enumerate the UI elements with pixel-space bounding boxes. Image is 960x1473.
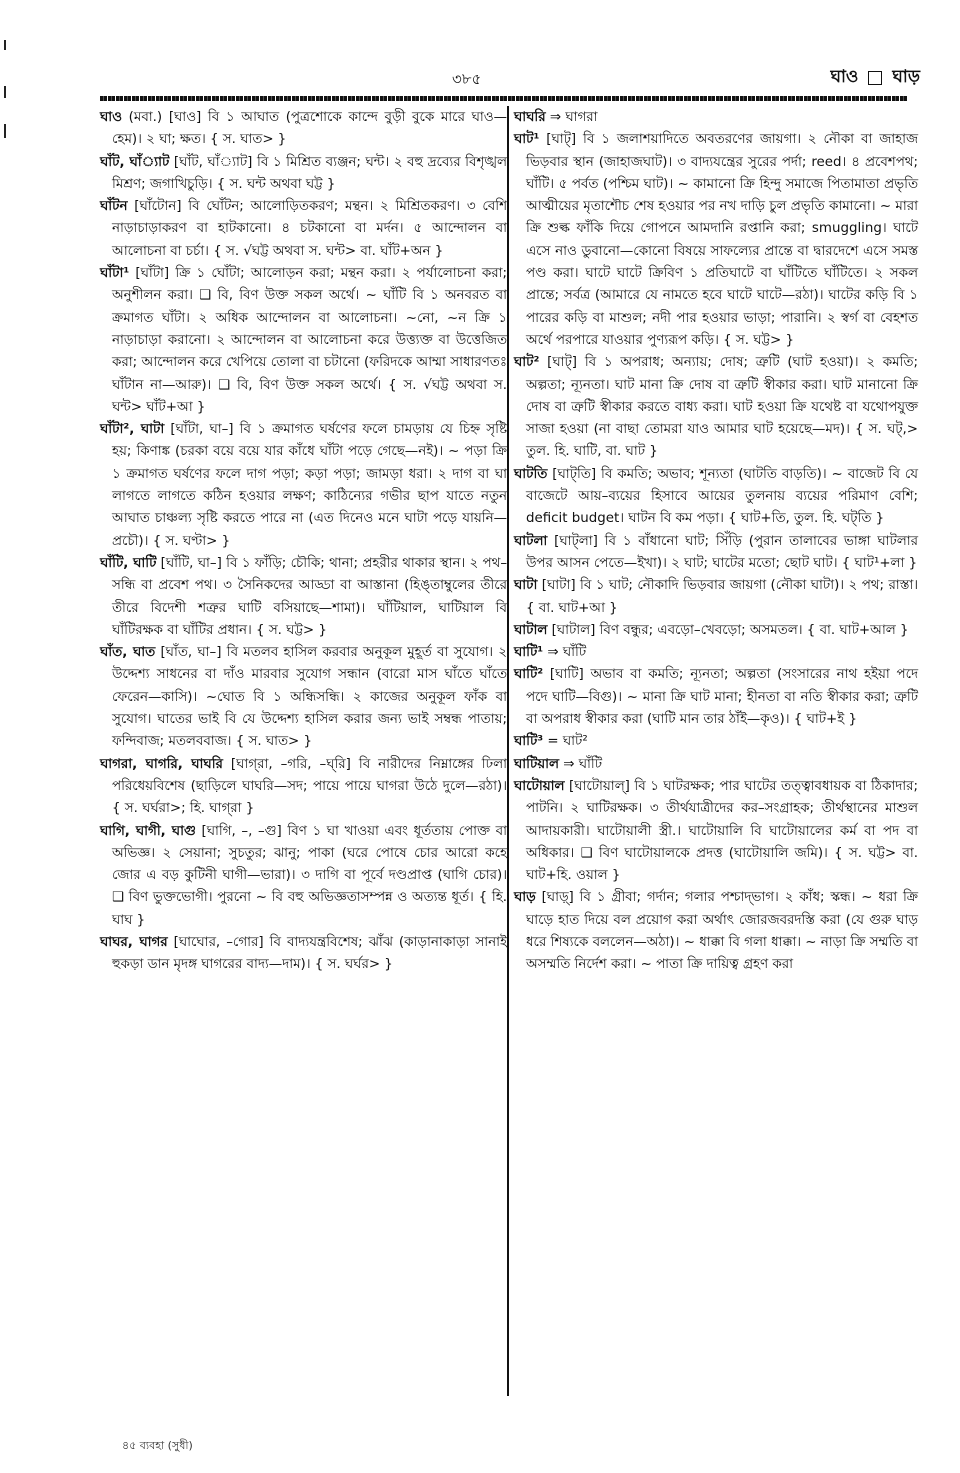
entry-headword: ঘাট² <box>514 355 540 371</box>
dictionary-entry <box>514 642 918 664</box>
entry-headword: ঘাট¹ <box>514 132 540 148</box>
entry-definition: [ঘাট্‌তি] বি কমতি; অভাব; শূন্যতা (ঘাটতি বাড়তি)। ~ বাজেট বি যে বাজেটে আয়–ব্যয়ের হিসাবে আয়ের তুলনায় ব্যয়ের পরিমাণ বেশি; deficit budget। ঘাটন বি কম পড়া। { ঘাট+তি, তুল. হি. ঘট্‌তি } <box>526 466 918 527</box>
dictionary-entry <box>514 887 918 976</box>
entry-definition: [ঘাগ্‌রা, –গরি, –ঘ্‌রি] বি নারীদের নিম্নাঙ্গের ঢিলা পরিধেয়বিশেষ (ছাড়িলে ঘাঘরি—সদ; পায়ে পায়ে ঘাগরা উঠে দুলে—রঠা)। { স. ঘর্ঘরা>; হি. ঘাগ্‌রা } <box>112 756 507 817</box>
entry-headword: ঘাঘরি <box>514 110 546 125</box>
entry-definition: [ঘাট্] বি ১ জলাশয়াদিতে অবতরণের জায়গা। ২ নৌকা বা জাহাজ ভিড়বার স্থান (জাহাজঘাট)। ৩ বাদ্যযন্ত্রের সুরের পর্দা; reed। ৪ প্রবেশপথ; ঘাঁটি। ৫ পর্বত (পশ্চিম ঘাট)। ~ কামানো ক্রি হিন্দু সমাজে পিতামাতা প্রভৃতি আত্মীয়ের মৃতাশৌচ শেষ হওয়ার পর নখ দাড়ি চুল প্রভৃতি কামানো। ~ মারা ক্রি শুল্ক ফাঁকি দিয়ে গোপনে আমদানি রপ্তানি করা; smuggling। ঘাটে এসে নাও ডুবানো—কোনো বিষয়ে সাফল্যের প্রান্তে বা দ্বারদেশে এসে সমস্ত পণ্ড করা। ঘাটে ঘাটে ক্রিবিণ ১ প্রতিঘাটে বা ঘাঁটিতে ঘাঁটিতে। ২ সকল প্রান্তে; সর্বত্র (আমারে যে নামতে হবে ঘাটে ঘাটে—রঠা)। ঘাটের কড়ি বি ১ পারের কড়ি বা মাশুল; নদী পার হওয়ার ভাড়া; পারানি। ২ স্বর্গ বা বেহশত অর্থে পরপারে যাওয়ার পুণ্যরূপ কড়ি। { স. ঘট্ট> } <box>526 132 918 348</box>
right-column <box>514 107 918 977</box>
dictionary-entry <box>514 754 918 776</box>
entry-headword: ঘাঁটি, ঘাটি <box>100 555 157 571</box>
entry-headword: ঘাও <box>100 110 123 125</box>
entry-definition: [ঘাট্] বি ১ অপরাধ; অন্যায়; দোষ; ত্রুটি (ঘাট হওয়া)। ২ কমতি; অল্পতা; ন্যূনতা। ঘাট মানা ক্রি দোষ বা ত্রুটি স্বীকার করা। ঘাট মানানো ক্রি দোষ বা ত্রুটি স্বীকার করতে বাধ্য করা। ঘাট হওয়া ক্রি যথেষ্ট বা যথোপযুক্ত সাজা হওয়া (না বাছা তোমরা যাও আমার ঘাট হয়েছে—মদ)। { স. ঘট্‌,> তুল. হি. ঘাটি, বা. ঘাট } <box>526 355 918 460</box>
dictionary-entry <box>100 196 507 263</box>
entry-definition: [ঘাট্‌লা] বি ১ বাঁধানো ঘাট; সিঁড়ি (পুরান তালাবের ভাঙ্গা ঘাটলার উপর আসন পেতে—ইখা)। ২ ঘাট; ঘাটের মতো; ছোট ঘাট। { ঘাট¹+লা } <box>526 533 918 571</box>
dictionary-entry <box>514 531 918 576</box>
entry-definition: [ঘাঘোর, –গোর] বি বাদ্যযন্ত্রবিশেষ; ঝাঁঝ (কাড়ানাকাড়া সানাই হুকড়া ডান মৃদঙ্গ ঘাগরের বাদ্য—দাম)। { স. ঘর্ঘর> } <box>112 934 508 973</box>
entry-definition: [ঘাটাল] বিণ বন্ধুর; এবড়ো–খেবড়ো; অসমতল। { বা. ঘাট+আল } <box>547 622 909 638</box>
dictionary-entry <box>100 754 507 821</box>
printer-signature: ৪৫ ব্যবহা (সুধী) <box>122 1439 193 1452</box>
left-column <box>100 107 507 977</box>
dictionary-entry <box>100 152 507 197</box>
entry-headword: ঘাটিয়াল <box>514 756 560 772</box>
entry-headword: ঘাটতি <box>514 466 548 482</box>
dictionary-entry <box>514 731 918 753</box>
entry-definition: [ঘাটি] অভাব বা কমতি; ন্যূনতা; অল্পতা (সংসারের নাথ হইয়া পদে পদে ঘাটি—বিগু)। ~ মানা ক্রি ঘাট মানা; হীনতা বা নতি স্বীকার করা; ত্রুটি বা অপরাধ স্বীকার করা (ঘাটি মান তার ঠাঁই—কৃও)। { ঘাট+ই } <box>526 667 918 728</box>
entry-headword: ঘাটোয়াল <box>514 778 565 794</box>
entry-headword: ঘাটি³ <box>514 734 544 750</box>
entry-definition: [ঘাটা] বি ১ ঘাট; নৌকাদি ভিড়বার জায়গা (নৌকা ঘাটা)। ২ পথ; রাস্তা। { বা. ঘাট+আ } <box>526 578 918 616</box>
dictionary-entry <box>514 107 918 129</box>
entry-headword: ঘাড় <box>514 890 536 906</box>
header-rule <box>100 96 908 101</box>
dictionary-entry <box>100 107 507 152</box>
entry-headword: ঘাঁটা², ঘাটা <box>100 422 165 438</box>
guide-words <box>830 64 920 92</box>
entry-headword: ঘাটি¹ <box>514 645 544 661</box>
dictionary-entry <box>100 932 507 977</box>
entry-definition: [ঘাগি, –, –গু] বিণ ১ ঘা খাওয়া এবং ধূর্ততায় পোক্ত বা অভিজ্ঞ। ২ সেয়ানা; সুচতুর; ঝানু; পাকা (ঘরে পোষে চোর আরো কহে জোর এ বড় কুটিনী ঘাগী—ভারা)। ৩ দাগি বা পূর্বে দণ্ডপ্রাপ্ত (ঘাগি চোর)। ❑ বিণ ভুক্তভোগী। পুরনো ~ বি বহু অভিজ্ঞতাসম্পন্ন ও অত্যন্ত ধূর্ত। { হি. ঘাঘ } <box>112 823 507 928</box>
dictionary-entry <box>514 464 918 531</box>
binding-mark <box>4 86 6 98</box>
dictionary-entry <box>514 776 918 887</box>
entry-definition: [ঘাঁটোন] বি ঘোঁটন; আলোড়িতকরণ; মন্থন। ২ মিশ্রিতকরণ। ৩ বেশি নাড়াচাড়াকরণ বা হাটকানো। ৪ চটকানো বা মর্দন। ৫ আন্দোলন বা আলোচনা বা চর্চা। { স. √ঘট্ট অথবা স. ঘন্ট> বা. ঘাঁট+অন } <box>112 199 507 259</box>
entry-headword: ঘাঁটা¹ <box>100 266 130 282</box>
entry-definition: [ঘাঁত, ঘা–] বি মতলব হাসিল করবার অনুকূল মুহূর্ত বা সুযোগ। ২ উদ্দেশ্য সাধনের বা দাঁও মারবার সুযোগ সন্ধান (বারো মাস ঘাঁতে ঘাঁতে ফেরেন—কাসি)। ~ঘোত বি ১ অন্ধিসন্ধি। ২ কাজের অনুকূল ফাঁক বা সুযোগ। ঘাতের ভাই বি যে উদ্দেশ্য হাসিল করার জন্য ভাই সম্বন্ধ পাতায়; ফন্দিবাজ; মতলববাজ। { স. ঘাত> } <box>112 645 507 750</box>
entry-headword: ঘাটা <box>514 578 538 594</box>
dictionary-entry <box>514 664 918 731</box>
binding-mark <box>4 124 6 138</box>
page-number: ৩৮৫ <box>452 70 482 88</box>
entry-headword: ঘাটি² <box>514 667 544 683</box>
entry-headword: ঘাটাল <box>514 622 548 638</box>
entry-definition: [ঘাঁট, ঘাঁ্যাট] বি ১ মিশ্রিত ব্যঞ্জন; ঘন্ট। ২ বহু দ্রব্যের বিশৃঙ্খল মিশ্রণ; জগাখিচুড়ি। { স. ঘন্ট অথবা ঘট্ট } <box>112 154 507 192</box>
entry-definition: [ঘাঁটি, ঘা–] বি ১ ফাঁড়ি; চৌকি; থানা; প্রহরীর থাকার স্থান। ২ পথ–সন্ধি বা প্রবেশ পথ। ৩ সৈনিকদের আড্ডা বা আস্তানা (হিঙ্তাম্বুলের তীরে তীরে বিদেশী শত্রুর ঘাটি বসিয়াছে—শামা)। ঘাঁটিয়াল, ঘাটিয়াল বি ঘাঁটিরক্ষক বা ঘাঁটির প্রধান। { স. ঘট্ট> } <box>112 555 508 638</box>
dictionary-entry <box>100 821 507 932</box>
entry-definition: [ঘাঁটা] ক্রি ১ ঘোঁটা; আলোড়ন করা; মন্থন করা। ২ পর্যালোচনা করা; অনুশীলন করা। ❑ বি, বিণ উক্ত সকল অর্থে। ~ ঘাঁটি বি ১ অনবরত বা ক্রমাগত ঘাঁটা। ২ অধিক আন্দোলন বা আলোচনা। ~নো, ~ন ক্রি ১ নাড়াচাড়া করানো। ২ আন্দোলন বা আলোচনা করে উত্ত্যক্ত বা উত্তেজিত করা; আন্দোলন করে খেপিয়ে তোলা বা চটানো (ফরিদকে আম্মা সাধারণতঃ ঘাঁটান না—আরু)। ❑ বি, বিণ উক্ত সকল অর্থে। { স. √ঘট্ট অথবা স. ঘন্ট> ঘাঁট+আ } <box>112 266 507 415</box>
entry-definition: [ঘাটোয়াল্] বি ১ ঘাটরক্ষক; পার ঘাটের তত্ত্বাবধায়ক বা ঠিকাদার; পাটনি। ২ ঘাটিরক্ষক। ৩ তীর্থযাত্রীদের কর–সংগ্রাহক; তীর্থস্থানের মাশুল আদায়কারী। ঘাটোয়ালী স্ত্রী.। ঘাটোয়ালি বি ঘাটোয়ালের কর্ম বা পদ বা অধিকার। ❑ বিণ ঘাটোয়ালকে প্রদত্ত (ঘাটোয়ালি জমি)। { স. ঘট্ট> বা. ঘাট+হি. ওয়াল } <box>526 778 918 884</box>
entry-headword: ঘাঘর, ঘাগর <box>100 934 168 950</box>
dictionary-entry <box>100 642 507 753</box>
dictionary-entry <box>100 553 507 642</box>
dictionary-entry <box>100 263 507 419</box>
dictionary-entry <box>100 419 507 553</box>
square-icon <box>868 71 882 85</box>
guide-word-first: ঘাও <box>830 67 859 87</box>
entry-headword: ঘাঁটন <box>100 199 128 215</box>
dictionary-entry <box>514 129 918 352</box>
entry-definition: ⇒ ঘাগরা <box>545 110 598 125</box>
guide-word-last: ঘাড় <box>892 67 920 87</box>
entry-definition: (মবা.) [ঘাও] বি ১ আঘাত (পুত্রশোকে কান্দে বুড়ী বুকে মারে ঘাও—হেম)। ২ ঘা; ক্ষত। { স. ঘাত> } <box>112 110 507 148</box>
entry-definition: = ঘাট² <box>543 734 588 750</box>
dictionary-entry <box>514 352 918 463</box>
entry-headword: ঘাটলা <box>514 533 548 549</box>
entry-definition: ⇒ ঘাঁটি <box>559 756 603 772</box>
entry-headword: ঘাঁট, ঘাঁ্যাট <box>100 154 170 170</box>
entry-headword: ঘাগি, ঘাগী, ঘাগু <box>100 823 196 839</box>
entry-definition: [ঘাঁটা, ঘা–] বি ১ ক্রমাগত ঘর্ষণের ফলে চামড়ায় যে চিহ্ন সৃষ্টি হয়; কিণাঙ্ক (চরকা বয়ে বয়ে যার কাঁধে ঘাঁটা পড়ে গেছে—নই)। ~ পড়া ক্রি ১ ক্রমাগত ঘর্ষণের ফলে দাগ পড়া; কড়া পড়া; জামড়া ধরা। ২ দাগ বা ঘা লাগতে লাগতে কঠিন হওয়ার লক্ষণ; কাঠিন্যের গভীর ছাপ যাতে নতুন আঘাত চাঞ্চল্য সৃষ্টি করতে পারে না (এত দিনেও মনে ঘাটা পড়ে যায়নি—প্রচৌ)। { স. ঘণ্টা> } <box>112 422 507 549</box>
entry-definition: ⇒ ঘাঁটি <box>543 645 587 661</box>
dictionary-entry <box>514 620 918 642</box>
dictionary-entry <box>514 575 918 620</box>
binding-mark <box>4 40 6 50</box>
entry-headword: ঘাঁত, ঘাত <box>100 645 156 661</box>
entry-definition: [ঘাড়্] বি ১ গ্রীবা; গর্দান; গলার পশ্চাদ্‌ভাগ। ২ কাঁধ; স্কন্ধ। ~ ধরা ক্রি ঘাড়ে হাত দিয়ে বল প্রয়োগ করা অর্থাৎ জোরজবরদস্তি করা (যে গুরু ঘাড় ধরে শিষ্যকে বললেন—অঠা)। ~ ধাক্কা বি গলা ধাক্কা। ~ নাড়া ক্রি সম্মতি বা অসম্মতি নির্দেশ করা। ~ পাতা ক্রি দায়িত্ব গ্রহণ করা <box>526 890 918 973</box>
entry-headword: ঘাগরা, ঘাগরি, ঘাঘরি <box>100 756 223 772</box>
column-divider <box>507 106 509 1396</box>
